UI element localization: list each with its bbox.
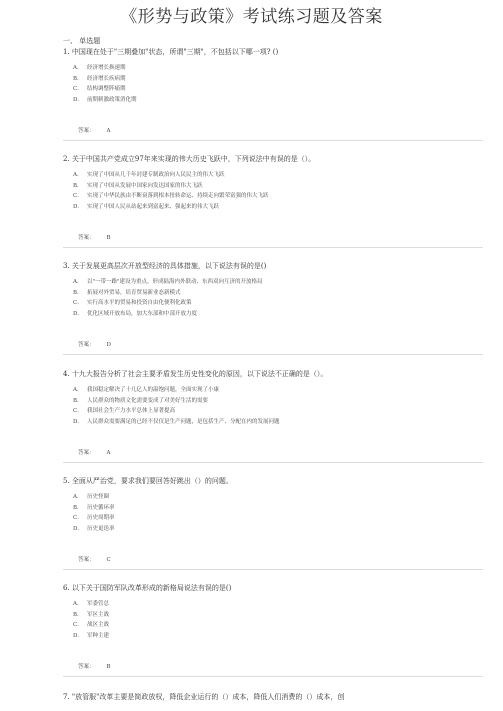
answer-line: 答案： D bbox=[78, 342, 111, 348]
question-stem: 3. 关于发展更高层次开放型经济的具体措施，以下说法有误的是() bbox=[63, 262, 267, 270]
option-a: A． 军委管总 bbox=[73, 601, 110, 607]
option-c: C． 历史周期率 bbox=[73, 515, 115, 521]
option-list bbox=[73, 63, 483, 105]
option-list bbox=[73, 385, 483, 427]
answer-value: B bbox=[106, 235, 111, 241]
question-4 bbox=[63, 370, 483, 456]
question-7 bbox=[63, 693, 483, 702]
option-c: C． 实现了中华民族由不断衰落到根本扭转命运、持续走向繁荣富强的伟大飞跃 bbox=[73, 193, 269, 199]
option-d: D． 实现了中国人民从站起来到富起来、强起来的伟大飞跃 bbox=[73, 203, 220, 210]
question-stem: 4. 十九大报告分析了社会主要矛盾发生历史性变化的原因，以下说法不正确的是（）。 bbox=[63, 370, 328, 378]
question-3 bbox=[63, 262, 483, 348]
option-list bbox=[73, 599, 483, 641]
option-a: A． 以"一带一路"建设为重点，形成陆海内外联动、东西双向互济的开放格局 bbox=[73, 279, 263, 285]
option-b: B． 人民群众的物质文化需要变成了对美好生活的需要 bbox=[73, 397, 209, 404]
question-5 bbox=[63, 477, 483, 563]
answer-value: A bbox=[106, 450, 111, 456]
option-c: C． 战区主战 bbox=[73, 622, 110, 628]
question-stem: 7. "放管服"改革主要是简政放权，降低企业运行的（）成本，降低人们消费的（）成本，创 bbox=[63, 693, 345, 701]
answer-value: C bbox=[106, 557, 111, 563]
section-heading: 一、 单选题 bbox=[63, 37, 101, 45]
question-1 bbox=[63, 48, 483, 134]
option-c: C． 实行高水平的贸易和投资自由化便利化政策 bbox=[73, 300, 192, 306]
document-title: 《形势与政策》考试练习题及答案 bbox=[120, 7, 383, 27]
question-2 bbox=[63, 155, 483, 241]
option-d: D． 前期刺激政策消化期 bbox=[73, 96, 137, 103]
question-stem: 6. 以下关于国防军队改革形成的新格局说法有误的是() bbox=[63, 584, 232, 592]
answer-value: D bbox=[106, 342, 111, 348]
option-b: B． 经济增长疾病期 bbox=[73, 75, 126, 82]
question-stem: 5. 全面从严治党，要求我们要回答好跳出（）的问题。 bbox=[63, 477, 233, 485]
option-b: B． 实现了中国从发展中国家向发达国家的伟大飞跃 bbox=[73, 182, 203, 189]
answer-value: A bbox=[106, 128, 111, 134]
divider bbox=[63, 462, 483, 463]
option-d: D． 历史更迭率 bbox=[73, 525, 115, 532]
divider bbox=[63, 676, 483, 677]
divider bbox=[63, 569, 483, 570]
answer-line: 答案： A bbox=[78, 450, 111, 456]
answer-line: 答案： C bbox=[78, 557, 111, 563]
option-d: D． 军种主建 bbox=[73, 632, 110, 639]
divider bbox=[63, 247, 483, 248]
option-a: A． 实现了中国从几千年封建专制政治向人民民主的伟大飞跃 bbox=[73, 172, 225, 178]
question-6 bbox=[63, 584, 483, 670]
answer-value: B bbox=[106, 664, 111, 670]
option-c: C． 我国社会生产力水平总体上显著提高 bbox=[73, 408, 176, 414]
option-b: B． 拓展对外贸易，培育贸易新业态新模式 bbox=[73, 289, 181, 296]
question-stem: 2. 关于中国共产党成立97年来实现的伟大历史飞跃中，下列说法中有误的是（）。 bbox=[63, 155, 316, 163]
divider bbox=[63, 354, 483, 355]
answer-line: 答案： A bbox=[78, 128, 111, 134]
answer-line: 答案： B bbox=[78, 664, 111, 670]
answer-line: 答案： B bbox=[78, 235, 111, 241]
divider bbox=[63, 140, 483, 141]
option-b: B． 军区主战 bbox=[73, 611, 110, 618]
option-b: B． 历史循环率 bbox=[73, 504, 115, 511]
option-list bbox=[73, 277, 483, 319]
question-stem: 1. 中国现在处于"三期叠加"状态，所谓"三期"，不包括以下哪一项? () bbox=[63, 48, 279, 56]
option-a: A． 经济增长换速期 bbox=[73, 65, 126, 71]
option-d: D． 人民群众需要满足的已经不仅仅是生产问题，是包括生产、分配在内的发展问题 bbox=[73, 418, 280, 425]
option-list bbox=[73, 170, 483, 212]
option-a: A． 我国稳定解决了十几亿人的温饱问题，全面实现了小康 bbox=[73, 387, 220, 393]
option-a: A． 历史怪圈 bbox=[73, 494, 110, 500]
option-list bbox=[73, 492, 483, 534]
option-c: C． 结构调整阵痛期 bbox=[73, 86, 126, 92]
option-d: D． 优化区域开放布局，加大东部和中部开放力度 bbox=[73, 310, 198, 317]
